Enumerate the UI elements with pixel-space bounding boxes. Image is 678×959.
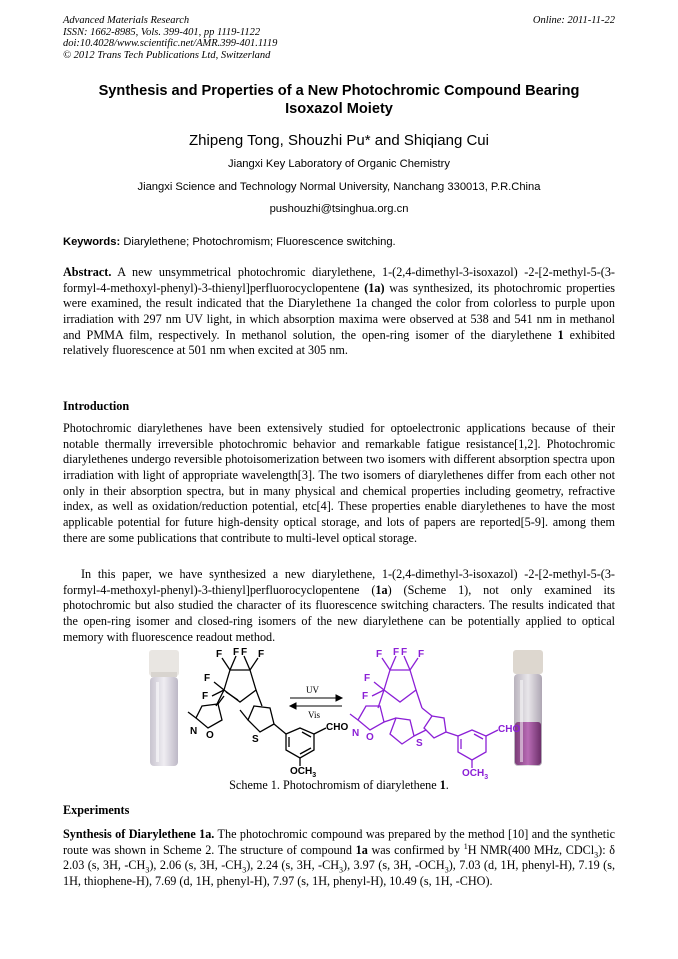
atom-sulfur: S [252,734,259,745]
thiophene-ring-open [248,706,274,732]
intro-p2-text-1: In this paper, we have synthesized a new diarylethene, 1-(2,4-dimethyl-3-isoxazol) -2-[2-methyl-5-(3-formyl-4-methoxyl-phenyl)-3-thienyl]perfluorocyclopentene ( [63,567,615,597]
affiliation-university: Jiangxi Science and Technology Normal University, Nanchang 330013, P.R.China [137,181,541,193]
closed-ring-isomer [350,656,498,768]
journal-doi: doi:10.4028/www.scientific.net/AMR.399-401.1119 [63,38,278,49]
keywords [63,235,623,249]
atom-fluorine: F [393,647,400,658]
isoxazole-ring-open [196,704,222,728]
introduction-paragraph-1: Photochromic diarylethenes have been extensively studied for optoelectronic applications because of their notable thermally irreversible photochromic behavior and remarkable fatigue resistance[1,2]. Photochromic diarylethenes undergo reversible photoisomerization between two isomers with different absorption spectra upon irradiation with light of appropriate wavelength[3]. The two isomers of diarylethenes differ from each other not only in their absorption spectra, but in many physical and chemical properties including geometry, refractive index, as well as oxidation/reduction potential, etc[4]. These properties enable diarylethenes to have the most applicable potential for future high-density optical storage, and lots of papers are reported[5-9]. among them there are some publications that contribute to multi-level optical storage. [63,421,615,545]
abstract-compound-label: (1a) [364,280,385,295]
atom-fluorine: F [216,649,223,660]
exp-sup-1: 1 [463,841,468,851]
caption-text: Scheme 1. Photochromism of diarylethene [229,778,440,792]
perfluorocyclopentene-ring-open [224,670,256,702]
title-line-1: Synthesis and Properties of a New Photochromic Compound Bearing [98,83,580,99]
intro-p2-compound: 1a [375,582,388,597]
scheme-caption [63,778,615,793]
atom-fluorine: F [364,673,371,684]
uv-label: UV [306,685,319,695]
aldehyde-group: CHO [498,724,521,735]
atom-fluorine: F [362,691,369,702]
exp-text-5: ), 2.06 (s, 3H, -CH [149,858,243,873]
perfluorocyclopentene-ring-closed [384,670,416,702]
exp-text-7: ), 3.97 (s, 3H, -OCH [343,858,445,873]
atom-fluorine: F [401,647,408,658]
exp-text-8: ), 7.03 (d, 1H, phenyl-H), 7.19 (s, 1H, thiophene-H), 7.69 (d, 1H, phenyl-H), 7.97 (s, 1H, phenyl-H), 10.49 (s, 1H, -CHO). [63,858,616,888]
author-email[interactable]: pushouzhi@tsinghua.org.cn [269,203,409,215]
journal-name: Advanced Materials Research [63,15,190,26]
thiophene-ring-closed-b [424,716,446,738]
photo-switch-arrows [290,695,342,709]
abstract-label: Abstract. [63,265,112,279]
atom-fluorine: F [376,649,383,660]
atom-nitrogen: N [190,726,198,737]
atom-fluorine: F [202,691,209,702]
atom-fluorine: F [204,673,211,684]
exp-sub: 3 [339,865,344,875]
methoxy-group: $OCH_3$ [290,766,317,779]
introduction-heading: Introduction [63,399,130,413]
online-date: Online: 2011-11-22 [532,15,615,26]
photochromism-scheme [140,647,560,781]
experiments-paragraph [63,827,615,890]
exp-text-2: was confirmed by [367,842,464,857]
journal-issn: ISSN: 1662-8985, Vols. 399-401, pp 1119-1122 [63,26,261,38]
introduction-paragraph-2 [63,567,615,645]
abstract [63,265,615,359]
exp-sub: 3 [444,865,449,875]
authors: Zhipeng Tong, Shouzhi Pu* and Shiqiang Cui [189,132,489,149]
caption-period: . [445,778,449,792]
atom-fluorine: F [233,647,240,658]
intro-p2-text-2: ) (Scheme 1), not only examined its photochromic but also studied the character of its fluorescence switching characters. The results indicated that the open-ring isomer and closed-ring isomers of the new diarylethene can be potentially applied to optical memory with fluorescence readout method. [63,582,615,644]
atom-fluorine: F [241,647,248,658]
abstract-text-3: exhibited relatively fluorescence at 501 nm when excited at 305 nm. [63,327,615,358]
keywords-label: Keywords: [63,236,121,248]
synthesis-subheading: Synthesis of Diarylethene 1a. [63,827,215,841]
experiments-heading: Experiments [63,803,130,817]
atom-sulfur: S [416,738,423,749]
keywords-text: Diarylethene; Photochromism; Fluorescence switching. [123,236,396,248]
abstract-text-2: was synthesized, its photochromic properties were examined, the result indicated that the Diarylethene 1a changed the color from colorless to purple upon irradiation with 297 nm UV light, in which absorption maxima were observed at 538 and 541 nm in methanol and PMMA film, respectively. In methanol solution, the open-ring isomer of the diarylethene [63,280,615,342]
atom-oxygen: O [366,732,374,743]
atom-fluorine: F [418,649,425,660]
abstract-text-1: A new unsymmetrical photochromic diarylethene, 1-(2,4-dimethyl-3-isoxazol) -2-[2-methyl-5-(3-formyl-4-methoxyl-phenyl)-3-thienyl]perfluorocyclopentene [63,265,615,295]
exp-sub: 3 [594,850,599,860]
title-line-2: Isoxazol Moiety [285,101,393,117]
thiophene-ring-closed [390,718,414,744]
exp-text-3: H NMR(400 MHz, CDCl [467,842,595,857]
atom-fluorine: F [258,649,265,660]
aldehyde-group: CHO [326,722,349,733]
exp-sub: 3 [145,865,150,875]
journal-header [63,15,277,61]
journal-copyright: © 2012 Trans Tech Publications Ltd, Switzerland [63,49,271,61]
caption-compound: 1 [439,778,446,792]
affiliation-lab: Jiangxi Key Laboratory of Organic Chemistry [228,158,450,170]
exp-text-4: ): δ 2.03 (s, 3H, -CH [63,842,616,873]
vis-label: Vis [308,710,320,720]
exp-compound: 1a [355,842,368,857]
exp-text-1: The photochromic compound was prepared by the method [10] and the synthetic route was shown in Scheme 2. The structure of compound [63,827,615,857]
abstract-compound-number: 1 [557,327,564,342]
exp-text-6: ), 2.24 (s, 3H, -CH [246,858,340,873]
benzene-ring-closed [458,730,486,760]
atom-nitrogen: N [352,728,360,739]
methoxy-group: $OCH_3$ [462,768,489,781]
atom-oxygen: O [206,730,214,741]
isoxazole-ring-closed [358,706,384,730]
paper-title [63,82,615,118]
exp-sub: 3 [242,865,247,875]
